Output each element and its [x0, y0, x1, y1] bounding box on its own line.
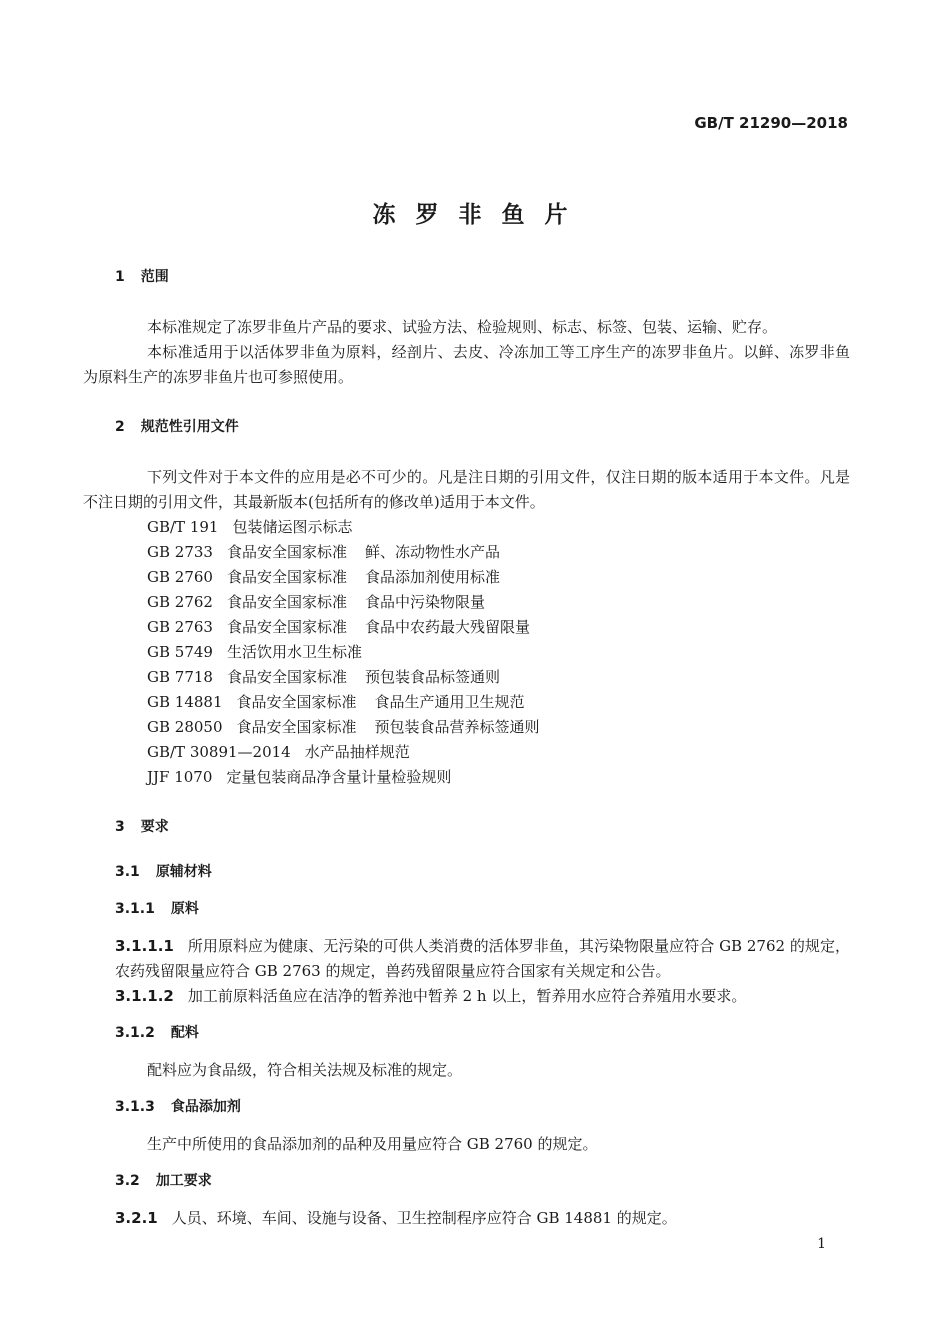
reference-subtitle: 食品生产通用卫生规范: [374, 693, 525, 711]
reference-code: GB/T 30891—2014: [147, 743, 291, 761]
section-3-2-heading: 3.2 加工要求: [115, 1173, 212, 1189]
reference-code: GB 5749: [147, 643, 213, 661]
reference-title: 食品安全国家标准: [226, 618, 347, 636]
reference-item: [115, 640, 850, 665]
reference-code: GB 2733: [147, 543, 213, 561]
document-title: 冻罗非鱼片: [372, 202, 588, 228]
reference-subtitle: 预包装食品标签通则: [364, 668, 500, 686]
section-3-heading: 3 要求: [115, 819, 169, 835]
document-body: [83, 265, 850, 1231]
section-3-1-heading: 3.1 原辅材料: [115, 864, 212, 880]
reference-item: [115, 715, 850, 740]
reference-code: GB 2762: [147, 593, 213, 611]
reference-title: 定量包装商品净含量计量检验规则: [226, 768, 452, 786]
page-number: 1: [817, 1236, 826, 1252]
reference-code: JJF 1070: [147, 768, 213, 786]
reference-subtitle: 食品中污染物限量: [364, 593, 485, 611]
standard-code: GB/T 21290—2018: [694, 114, 848, 132]
reference-title: 食品安全国家标准: [226, 593, 347, 611]
reference-item: [115, 615, 850, 640]
reference-item: [115, 765, 850, 790]
reference-item: [115, 690, 850, 715]
reference-item: [115, 590, 850, 615]
reference-item: [115, 515, 850, 540]
section-2-heading: 2 规范性引用文件: [115, 419, 239, 435]
reference-code: GB 28050: [147, 718, 223, 736]
reference-title: 生活饮用水卫生标准: [226, 643, 362, 661]
section-3-1-2-heading: 3.1.2 配料: [115, 1025, 199, 1041]
reference-title: 水产品抽样规范: [304, 743, 410, 761]
reference-item: [115, 565, 850, 590]
reference-title: 食品安全国家标准: [236, 718, 357, 736]
reference-item: [115, 665, 850, 690]
reference-subtitle: 食品中农药最大残留限量: [364, 618, 530, 636]
reference-subtitle: 鲜、冻动物性水产品: [364, 543, 500, 561]
reference-code: GB 2763: [147, 618, 213, 636]
normative-references-list: [115, 515, 850, 790]
reference-code: GB/T 191: [147, 518, 219, 536]
section-3-1-1-heading: 3.1.1 原料: [115, 901, 199, 917]
reference-code: GB 14881: [147, 693, 223, 711]
reference-title: 食品安全国家标准: [226, 668, 347, 686]
reference-title: 食品安全国家标准: [226, 543, 347, 561]
clause-3-2-1: 3.2.1 人员、环境、车间、设施与设备、卫生控制程序应符合 GB 14881 的规定。: [115, 1209, 677, 1227]
section-3-1-2-text: 配料应为食品级，符合相关法规及标准的规定。: [147, 1061, 463, 1079]
clause-3-1-1-1: 3.1.1.1 所用原料应为健康、无污染的可供人类消费的活体罗非鱼，其污染物限量应符合 GB 2762 的规定，农药残留限量应符合 GB 2763 的规定，兽药残留限量应符合国家有关规定和公告。: [115, 937, 850, 980]
reference-subtitle: 食品添加剂使用标准: [364, 568, 500, 586]
section-1-paragraph-2: 本标准适用于以活体罗非鱼为原料，经剖片、去皮、冷冻加工等工序生产的冻罗非鱼片。以鲜、冻罗非鱼为原料生产的冻罗非鱼片也可参照使用。: [83, 343, 850, 386]
reference-subtitle: 预包装食品营养标签通则: [374, 718, 540, 736]
section-3-1-3-text: 生产中所使用的食品添加剂的品种及用量应符合 GB 2760 的规定。: [147, 1135, 598, 1153]
section-1-paragraph-1: 本标准规定了冻罗非鱼片产品的要求、试验方法、检验规则、标志、标签、包装、运输、贮存。: [147, 318, 778, 336]
reference-title: 食品安全国家标准: [236, 693, 357, 711]
section-1-heading: 1 范围: [115, 269, 169, 285]
section-2-paragraph: 下列文件对于本文件的应用是必不可少的。凡是注日期的引用文件，仅注日期的版本适用于本文件。凡是不注日期的引用文件，其最新版本(包括所有的修改单)适用于本文件。: [83, 468, 850, 511]
reference-item: [115, 540, 850, 565]
reference-code: GB 7718: [147, 668, 213, 686]
reference-code: GB 2760: [147, 568, 213, 586]
reference-item: [115, 740, 850, 765]
section-3-1-3-heading: 3.1.3 食品添加剂: [115, 1099, 241, 1115]
clause-3-1-1-2: 3.1.1.2 加工前原料活鱼应在洁净的暂养池中暂养 2 h 以上，暂养用水应符合养殖用水要求。: [115, 987, 747, 1005]
reference-title: 食品安全国家标准: [226, 568, 347, 586]
reference-title: 包装储运图示标志: [232, 518, 353, 536]
